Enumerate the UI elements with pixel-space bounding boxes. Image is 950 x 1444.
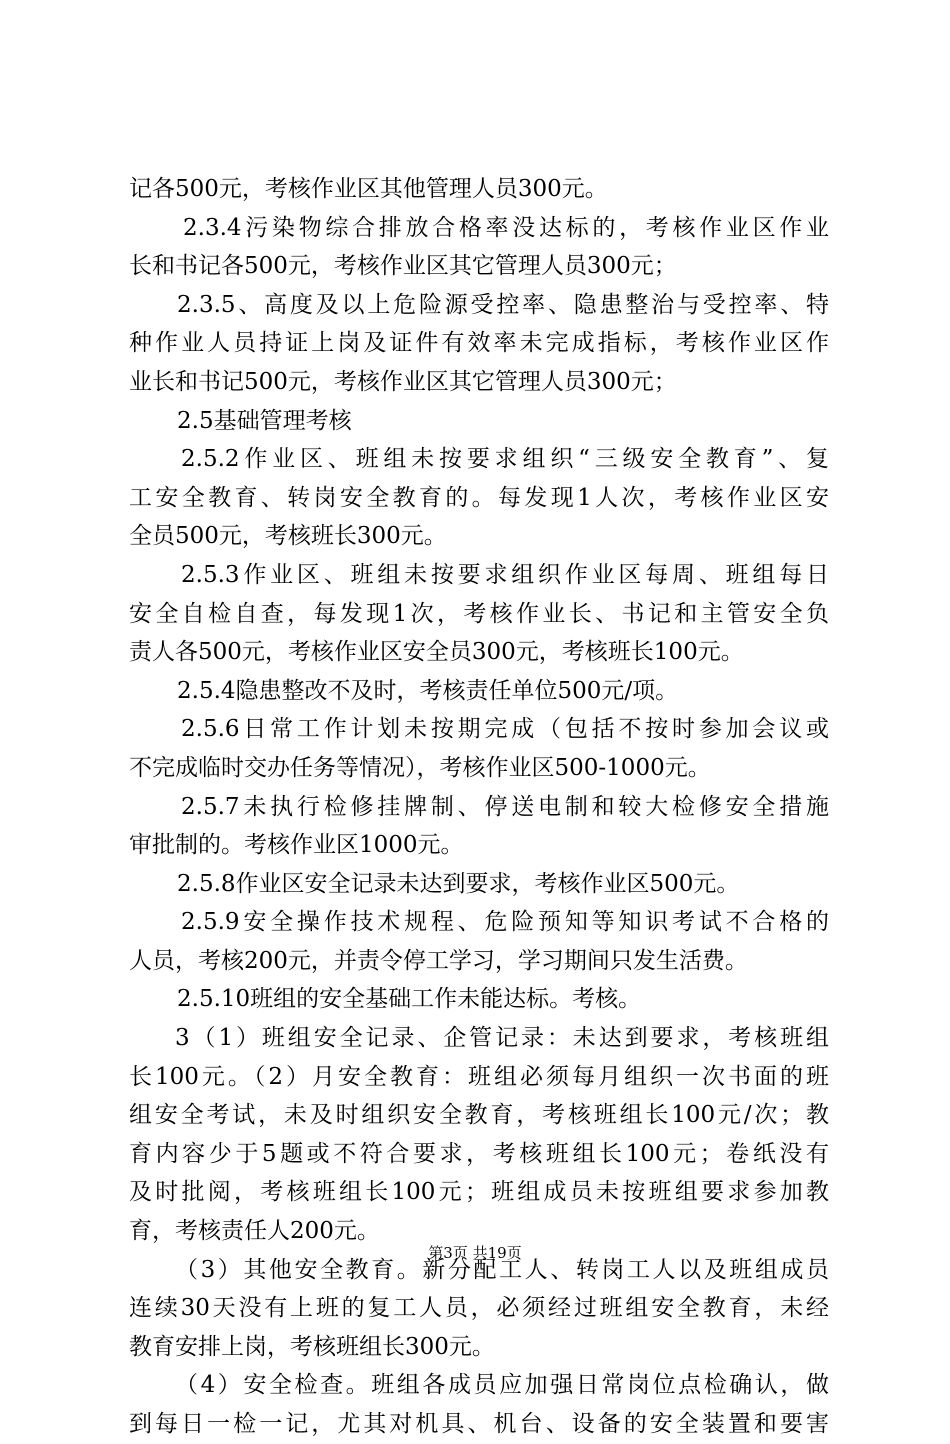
document-line: 及时批阅，考核班组长100元；班组成员未按班组要求参加教 — [129, 1179, 829, 1206]
document-line: 业长和书记500元，考核作业区其它管理人员300元； — [129, 368, 677, 395]
document-line: 2.5基础管理考核 — [177, 407, 352, 434]
document-line: 长和书记各500元，考核作业区其它管理人员300元； — [129, 253, 677, 280]
document-line: 人员，考核200元，并责令停工学习，学习期间只发生活费。 — [129, 947, 748, 974]
document-line: 2.5.3作业区、班组未按要求组织作业区每周、班组每日 — [181, 561, 829, 588]
document-line: 3（1）班组安全记录、企管记录：未达到要求，考核班组 — [175, 1025, 829, 1052]
page-footer: 第3页 共19页 — [428, 1244, 522, 1262]
document-line: 连续30天没有上班的复工人员，必须经过班组安全教育，未经 — [129, 1295, 829, 1322]
document-line: 2.5.6日常工作计划未按期完成（包括不按时参加会议或 — [181, 716, 829, 743]
document-line: 2.5.7未执行检修挂牌制、停送电制和较大检修安全措施 — [181, 793, 829, 820]
document-line: 2.5.9安全操作技术规程、危险预知等知识考试不合格的 — [181, 909, 829, 936]
document-line: 记各500元，考核作业区其他管理人员300元。 — [129, 176, 608, 202]
document-line: 2.5.10班组的安全基础工作未能达标。考核。 — [177, 986, 642, 1013]
document-line: 2.3.4污染物综合排放合格率没达标的，考核作业区作业 — [183, 214, 829, 241]
document-line: 2.5.8作业区安全记录未达到要求，考核作业区500元。 — [177, 870, 740, 897]
document-line: 安全自检自查，每发现1次，考核作业长、书记和主管安全负 — [129, 600, 829, 627]
document-line: 组安全考试，未及时组织安全教育，考核班组长100元/次；教 — [129, 1102, 829, 1129]
document-line: 种作业人员持证上岗及证件有效率未完成指标，考核作业区作 — [129, 330, 829, 357]
document-line: 不完成临时交办任务等情况），考核作业区500-1000元。 — [129, 754, 711, 781]
document-line: 教育安排上岗，考核班组长300元。 — [129, 1333, 495, 1360]
document-line: 2.5.4隐患整改不及时，考核责任单位500元/项。 — [177, 677, 679, 704]
document-line: 审批制的。考核作业区1000元。 — [129, 832, 464, 859]
document-line: （3）其他安全教育。新分配工人、转岗工人以及班组成员 — [175, 1256, 829, 1283]
document-line: 全员500元，考核班长300元。 — [129, 523, 447, 550]
document-line: 到每日一检一记，尤其对机具、机台、设备的安全装置和要害 — [129, 1411, 829, 1437]
document-line: （4）安全检查。班组各成员应加强日常岗位点检确认，做 — [175, 1372, 829, 1399]
document-line: 2.5.2作业区、班组未按要求组织“三级安全教育”、复 — [181, 446, 829, 473]
document-line: 育，考核责任人200元。 — [129, 1218, 380, 1245]
document-line: 责人各500元，考核作业区安全员300元，考核班长100元。 — [129, 639, 744, 666]
document-line: 工安全教育、转岗安全教育的。每发现1人次，考核作业区安 — [129, 484, 829, 511]
document-line: 2.3.5、高度及以上危险源受控率、隐患整治与受控率、特 — [177, 291, 829, 318]
document-line: 育内容少于5题或不符合要求，考核班组长100元；卷纸没有 — [129, 1140, 829, 1167]
document-line: 长100元。（2）月安全教育：班组必须每月组织一次书面的班 — [129, 1063, 829, 1090]
